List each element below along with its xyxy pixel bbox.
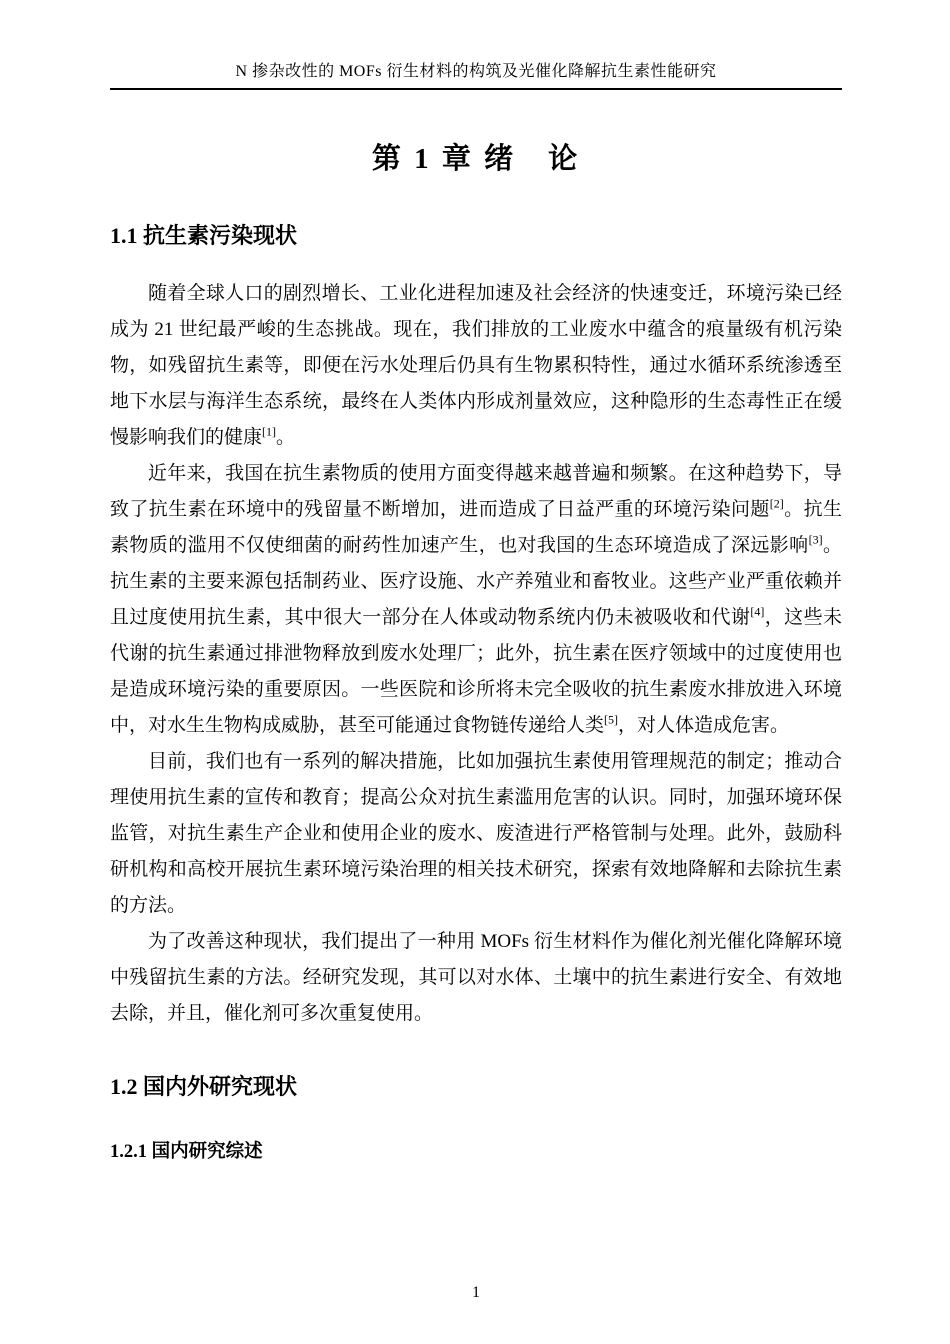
subsection-heading-1-2-1: 1.2.1 国内研究综述 [110, 1142, 263, 1162]
paragraph-3-text: 目前，我们也有一系列的解决措施，比如加强抗生素使用管理规范的制定；推动合理使用抗生素的宣传和教育；提高公众对抗生素滥用危害的认识。同时，加强环境环保监管，对抗生素生产企业和使用企业的废水、废渣进行严格管制与处理。此外，鼓励科研机构和高校开展抗生素环境污染治理的相关技术研究，探索有效地降解和去除抗生素的方法。 [110, 751, 842, 916]
paragraph-1 [110, 276, 842, 456]
paragraph-2-text: 。抗生素物质的滥用不仅使细菌的耐药性加速产生，也对我国的生态环境造成了深远影响 [110, 499, 842, 556]
citation-marker-1: [1] [262, 424, 277, 439]
section-heading-1-2: 1.2 国内外研究现状 [110, 1074, 298, 1099]
page-header [110, 58, 842, 90]
citation-marker-4: [4] [750, 604, 765, 619]
citation-marker-2: [2] [769, 496, 784, 511]
paragraph-2 [110, 456, 842, 744]
paragraph-2-text: ，对人体造成危害。 [618, 715, 790, 736]
paragraph-3 [110, 744, 842, 924]
chapter-title: 第 1 章 绪 论 [371, 143, 581, 175]
paragraph-2-text: 近年来，我国在抗生素物质的使用方面变得越来越普遍和频繁。在这种趋势下，导致了抗生素在环境中的残留量不断增加，进而造成了日益严重的环境污染问题 [110, 463, 842, 520]
citation-marker-5: [5] [604, 712, 619, 727]
paragraph-1-text: 随着全球人口的剧烈增长、工业化进程加速及社会经济的快速变迁，环境污染已经成为 21 世纪最严峻的生态挑战。现在，我们排放的工业废水中蕴含的痕量级有机污染物，如残留抗生素等，即便在污水处理后仍具有生物累积特性，通过水循环系统渗透至地下水层与海洋生态系统，最终在人类体内形成剂量效应，这种隐形的生态毒性正在缓慢影响我们的健康 [110, 283, 842, 448]
paragraph-4-text: 为了改善这种现状，我们提出了一种用 MOFs 衍生材料作为催化剂光催化降解环境中残留抗生素的方法。经研究发现，其可以对水体、土壤中的抗生素进行安全、有效地去除，并且，催化剂可多次重复使用。 [110, 931, 842, 1024]
paragraph-2-text: 。抗生素的主要来源包括制药业、医疗设施、水产养殖业和畜牧业。这些产业严重依赖并且过度使用抗生素，其中很大一部分在人体或动物系统内仍未被吸收和代谢 [110, 535, 842, 628]
page-footer [110, 1274, 842, 1302]
section-heading-1-1: 1.1 抗生素污染现状 [110, 223, 298, 248]
paragraph-1-text: 。 [276, 427, 296, 448]
citation-marker-3: [3] [808, 532, 823, 547]
paragraph-2-text: ，这些未代谢的抗生素通过排泄物释放到废水处理厂；此外，抗生素在医疗领域中的过度使用也是造成环境污染的重要原因。一些医院和诊所将未完全吸收的抗生素废水排放进入环境中，对水生生物构成威胁，甚至可能通过食物链传递给人类 [110, 607, 842, 736]
paragraph-4 [110, 924, 842, 1032]
running-title: N 掺杂改性的 MOFs 衍生材料的构筑及光催化降解抗生素性能研究 [235, 63, 717, 80]
page-number: 1 [472, 1284, 480, 1301]
